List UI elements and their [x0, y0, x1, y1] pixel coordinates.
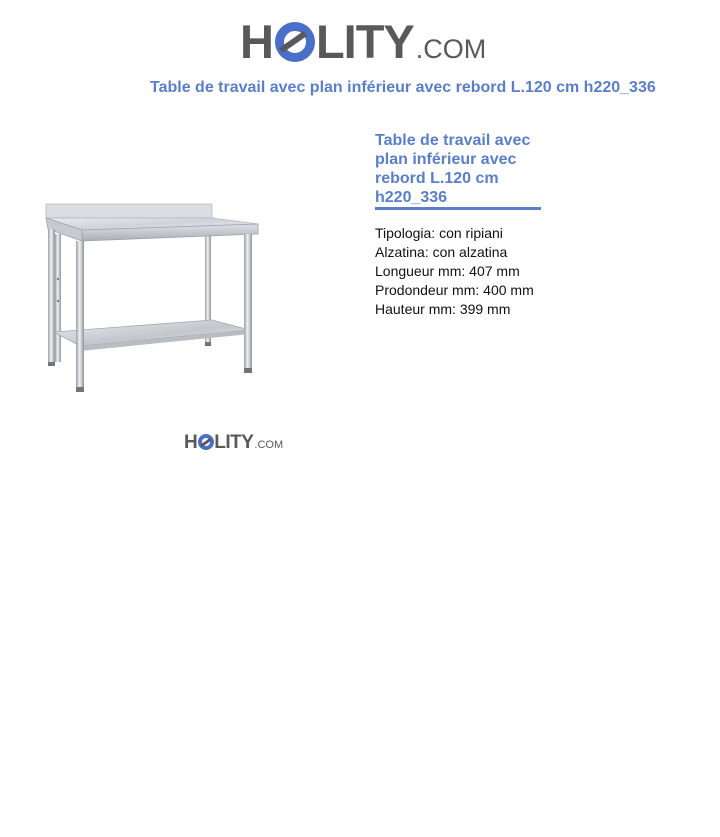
spec-value: con ripiani — [439, 225, 503, 241]
spec-label: Tipologia — [375, 225, 432, 241]
logo-letter-h: H — [240, 15, 273, 68]
spec-value: con alzatina — [432, 244, 508, 260]
product-title: Table de travail avec plan inférieur avec rebord L.120 cm h220_336 — [375, 131, 541, 210]
spec-item: Tipologia: con ripiani — [375, 225, 503, 241]
logo-suffix: .COM — [254, 439, 284, 451]
logo-letter-h: H — [184, 432, 198, 453]
holity-logo-small[interactable] — [184, 432, 283, 454]
logo-letters-lity: LITY — [214, 432, 254, 453]
product-image — [40, 196, 266, 398]
spec-label: Prodondeur mm — [375, 282, 476, 298]
page-title: Table de travail avec plan inférieur avec rebord L.120 cm h220_336 — [150, 79, 656, 96]
logo-o-ring-icon — [275, 22, 315, 62]
spec-label: Longueur mm — [375, 263, 462, 279]
spec-value: 407 mm — [469, 263, 520, 279]
product-info — [375, 131, 635, 319]
spec-item: Longueur mm: 407 mm — [375, 263, 520, 279]
spec-item: Prodondeur mm: 400 mm — [375, 282, 534, 298]
logo-letters-lity: LITY — [315, 15, 414, 68]
spec-item: Alzatina: con alzatina — [375, 244, 508, 260]
spec-value: 399 mm — [459, 301, 511, 317]
spec-item: Hauteur mm: 399 mm — [375, 301, 511, 317]
logo-o-ring-icon — [198, 434, 214, 450]
logo-suffix: .COM — [415, 34, 487, 64]
spec-label: Alzatina — [375, 244, 425, 260]
spec-label: Hauteur mm — [375, 301, 453, 317]
spec-value: 400 mm — [483, 282, 534, 298]
holity-logo[interactable] — [240, 14, 486, 68]
spec-list — [375, 224, 635, 319]
